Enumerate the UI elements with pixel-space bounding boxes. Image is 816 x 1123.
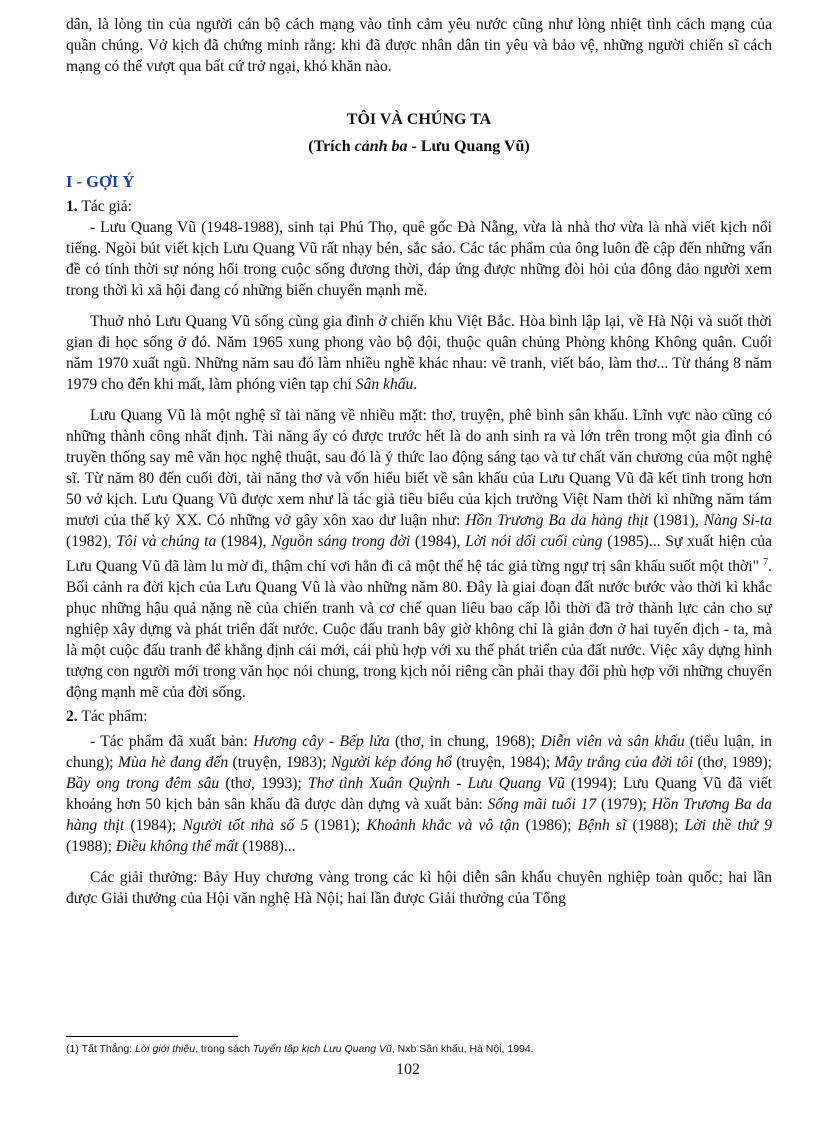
text-run: . Bối cảnh ra đời kịch của Lưu Quang Vũ là vào những năm 80. Đây là giai đoạn đất nước bước vào thời kì khắc phục những hậu quả nặng nề của chiến tranh và cơ chế quan liêu bao cấp lỗi thời đã trở thành lực cản cho sự nghiệp xây dựng và phát triển đất nước. Cuộc đấu tranh bây giờ không chỉ là giản đơn ở hai tuyến địch - ta, mà là một cuộc đấu tranh để khẳng định cái mới, cái phù hợp với xu thế phát triển của đất nước. Việc xây dựng hình tượng con người mới trong văn học nói chung, trong kịch nói riêng cần phải thay đổi phù hợp với những chuyển động mạnh mẽ của đời sống.	[66, 558, 772, 702]
text-run: (thơ, 1989);	[693, 754, 772, 772]
work-name: Hương cây - Bếp lửa	[253, 733, 390, 751]
text-run: (1988);	[626, 817, 685, 835]
text-run: , trong sách	[195, 1043, 253, 1055]
magazine-name: Sân khấu	[355, 376, 414, 393]
talent-paragraph	[66, 405, 772, 703]
work-subtitle	[66, 136, 772, 157]
text-run: Tất Thắng:	[78, 1043, 136, 1055]
text-run: (1984);	[124, 817, 183, 835]
text-run: (thơ, in chung, 1968);	[389, 733, 541, 751]
footnote-book: Tuyển tập kịch Lưu Quang Vũ	[252, 1043, 392, 1055]
subtitle-scene: cảnh ba	[354, 138, 408, 155]
subtitle-open: (Trích	[308, 138, 355, 155]
work-name: Mây trắng của đời tôi	[554, 754, 694, 772]
text-run: (1994); Lưu Quang Vũ đã viết khoảng hơn 50 kịch bản sân khấu đã được dàn dựng và xuất bản:	[66, 775, 772, 814]
work-name: Bệnh sĩ	[577, 817, 627, 835]
text-run: (truyện, 1983);	[228, 754, 331, 772]
work-name: Khoảnh khắc và vô tận	[366, 817, 520, 835]
text-run: (truyện, 1984);	[451, 754, 555, 772]
work-name: Sống mãi tuổi 17	[487, 796, 597, 814]
footnote-divider	[66, 1036, 238, 1037]
footnote-reference: 7	[763, 557, 769, 568]
text-run: (1986);	[519, 817, 578, 835]
subsection-number: 1.	[66, 198, 78, 215]
text-run: - Tác phẩm đã xuất bản:	[90, 733, 254, 751]
awards-paragraph: Các giải thưởng: Bảy Huy chương vàng trong các kì hội diễn sân khấu chuyên nghiệp toàn quốc; hai lần được Giải thưởng của Hội văn nghệ Hà Nội; hai lần được Giải thưởng của Tổng	[66, 869, 772, 908]
work-name: Bầy ong trong đêm sâu	[66, 775, 220, 793]
work-name: Lời nói dối cuối cùng	[465, 533, 603, 550]
text-run: (1981),	[648, 512, 704, 529]
subsection-works	[66, 706, 772, 727]
childhood-text: Thuở nhỏ Lưu Quang Vũ sống cùng gia đình ở chiến khu Việt Bắc. Hòa bình lập lại, về Hà Nội và suốt thời gian đi học sống ở đó. Năm 1965 xung phong vào bộ đội, thuộc quân chủng Phòng không Không quân. Cuối năm 1970 xuất ngũ. Những năm sau đó làm nhiều nghề khác nhau: vẽ tranh, viết báo, làm thơ... Từ tháng 8 năm 1979 cho đến khi mất, làm phóng viên tạp chí	[66, 313, 772, 393]
childhood-end: .	[413, 376, 418, 393]
text-run: (1984),	[216, 533, 272, 550]
text-run: (1985)... Sự xuất hiện của Lưu Quang Vũ đã làm lu mờ đi, thậm chí vơi hẳn đi cả một thế hệ tác giả từng ngự trị sân khấu suốt một thời"	[66, 533, 772, 576]
work-name: Tôi và chúng ta	[116, 533, 217, 550]
subsection-label: Tác phẩm:	[77, 708, 148, 726]
subsection-author	[66, 196, 772, 217]
text-run: (1979);	[596, 796, 652, 814]
text-run: (thơ, 1993);	[219, 775, 308, 793]
subtitle-rest: - Lưu Quang Vũ)	[407, 138, 530, 155]
subsection-label: Tác giả:	[77, 198, 132, 215]
text-run: (1988);	[66, 838, 116, 856]
work-name: Nàng Si-ta	[703, 512, 773, 529]
work-name: Hồn Trương Ba da hàng thịt	[66, 796, 772, 835]
page-body	[66, 14, 772, 909]
text-run: (1982),	[66, 533, 117, 550]
text-run: , Nxb Sân khấu, Hà Nội, 1994.	[391, 1043, 534, 1055]
work-name: Diễn viên và sân khấu	[540, 733, 685, 751]
footnote	[66, 1043, 772, 1056]
footnote-title: Lời giới thiệu	[135, 1043, 196, 1055]
work-name: Lời thề thứ 9	[684, 817, 773, 835]
footnote-mark: (1)	[66, 1043, 79, 1055]
work-name: Hồn Trương Ba da hàng thịt	[465, 512, 649, 529]
page-number: 102	[396, 1061, 420, 1078]
work-name: Điều không thể mất	[115, 838, 239, 856]
text-run: Lưu Quang Vũ là một nghệ sĩ tài năng về nhiều mặt: thơ, truyện, phê bình sân khấu. Lĩnh vực nào cũng có những thành công nhất định. Tài năng ấy có được trước hết là do anh sinh ra và lớn trên trong một gia đình có truyền thống say mê văn học nghệ thuật, sau đó là ý thức lao động sáng tạo và tư chất văn chương của một nghệ sĩ. Từ năm 80 đến cuối đời, tài năng thơ và vốn hiểu biết về sân khấu của Lưu Quang Vũ đã kết tinh trong hơn 50 vở kịch. Lưu Quang Vũ được xem như là tác giả tiêu biểu của kịch trường Việt Nam thời kì những năm tám mươi của thế kỷ XX. Có những vở gây xôn xao dư luận như:	[66, 407, 772, 529]
works-paragraph	[66, 731, 772, 857]
work-name: Mùa hè đang đến	[118, 754, 229, 772]
text-run: (tiểu luận, in chung);	[66, 733, 772, 772]
work-title: TÔI VÀ CHÚNG TA	[346, 111, 492, 128]
work-name: Người tốt nhà số 5	[182, 817, 309, 835]
childhood-paragraph	[66, 311, 772, 395]
author-paragraph: - Lưu Quang Vũ (1948-1988), sinh tại Phú Thọ, quê gốc Đà Nẵng, vừa là nhà thơ vừa là nhà viết kịch nổi tiếng. Ngòi bút viết kịch Lưu Quang Vũ rất nhạy bén, sắc sảo. Các tác phẩm của ông luôn đề cập đến những vấn đề có tính thời sự nóng hổi trong cuộc sống đương thời, đáp ứng được những đòi hỏi của đông đảo người xem trong thời kì xã hội đang có những biến chuyển mạnh mẽ.	[66, 219, 772, 299]
work-name: Người kép đóng hổ	[330, 754, 452, 772]
section-heading: I - GỢI Ý	[66, 172, 135, 191]
work-name: Thơ tình Xuân Quỳnh - Lưu Quang Vũ	[307, 775, 565, 793]
subsection-number: 2.	[66, 708, 78, 726]
text-run: (1981);	[308, 817, 367, 835]
intro-paragraph: dân, là lòng tin của người cán bộ cách mạng vào tình cảm yêu nước cũng như lòng nhiệt tình cách mạng của quần chúng. Vở kịch đã chứng minh rằng: khi đã được nhân dân tin yêu và bảo vệ, những người chiến sĩ cách mạng có thể vượt qua bất cứ trở ngại, khó khăn nào.	[66, 16, 772, 75]
work-name: Nguồn sáng trong đời	[271, 533, 411, 550]
text-run: (1984),	[410, 533, 466, 550]
text-run: (1988)...	[238, 838, 296, 856]
